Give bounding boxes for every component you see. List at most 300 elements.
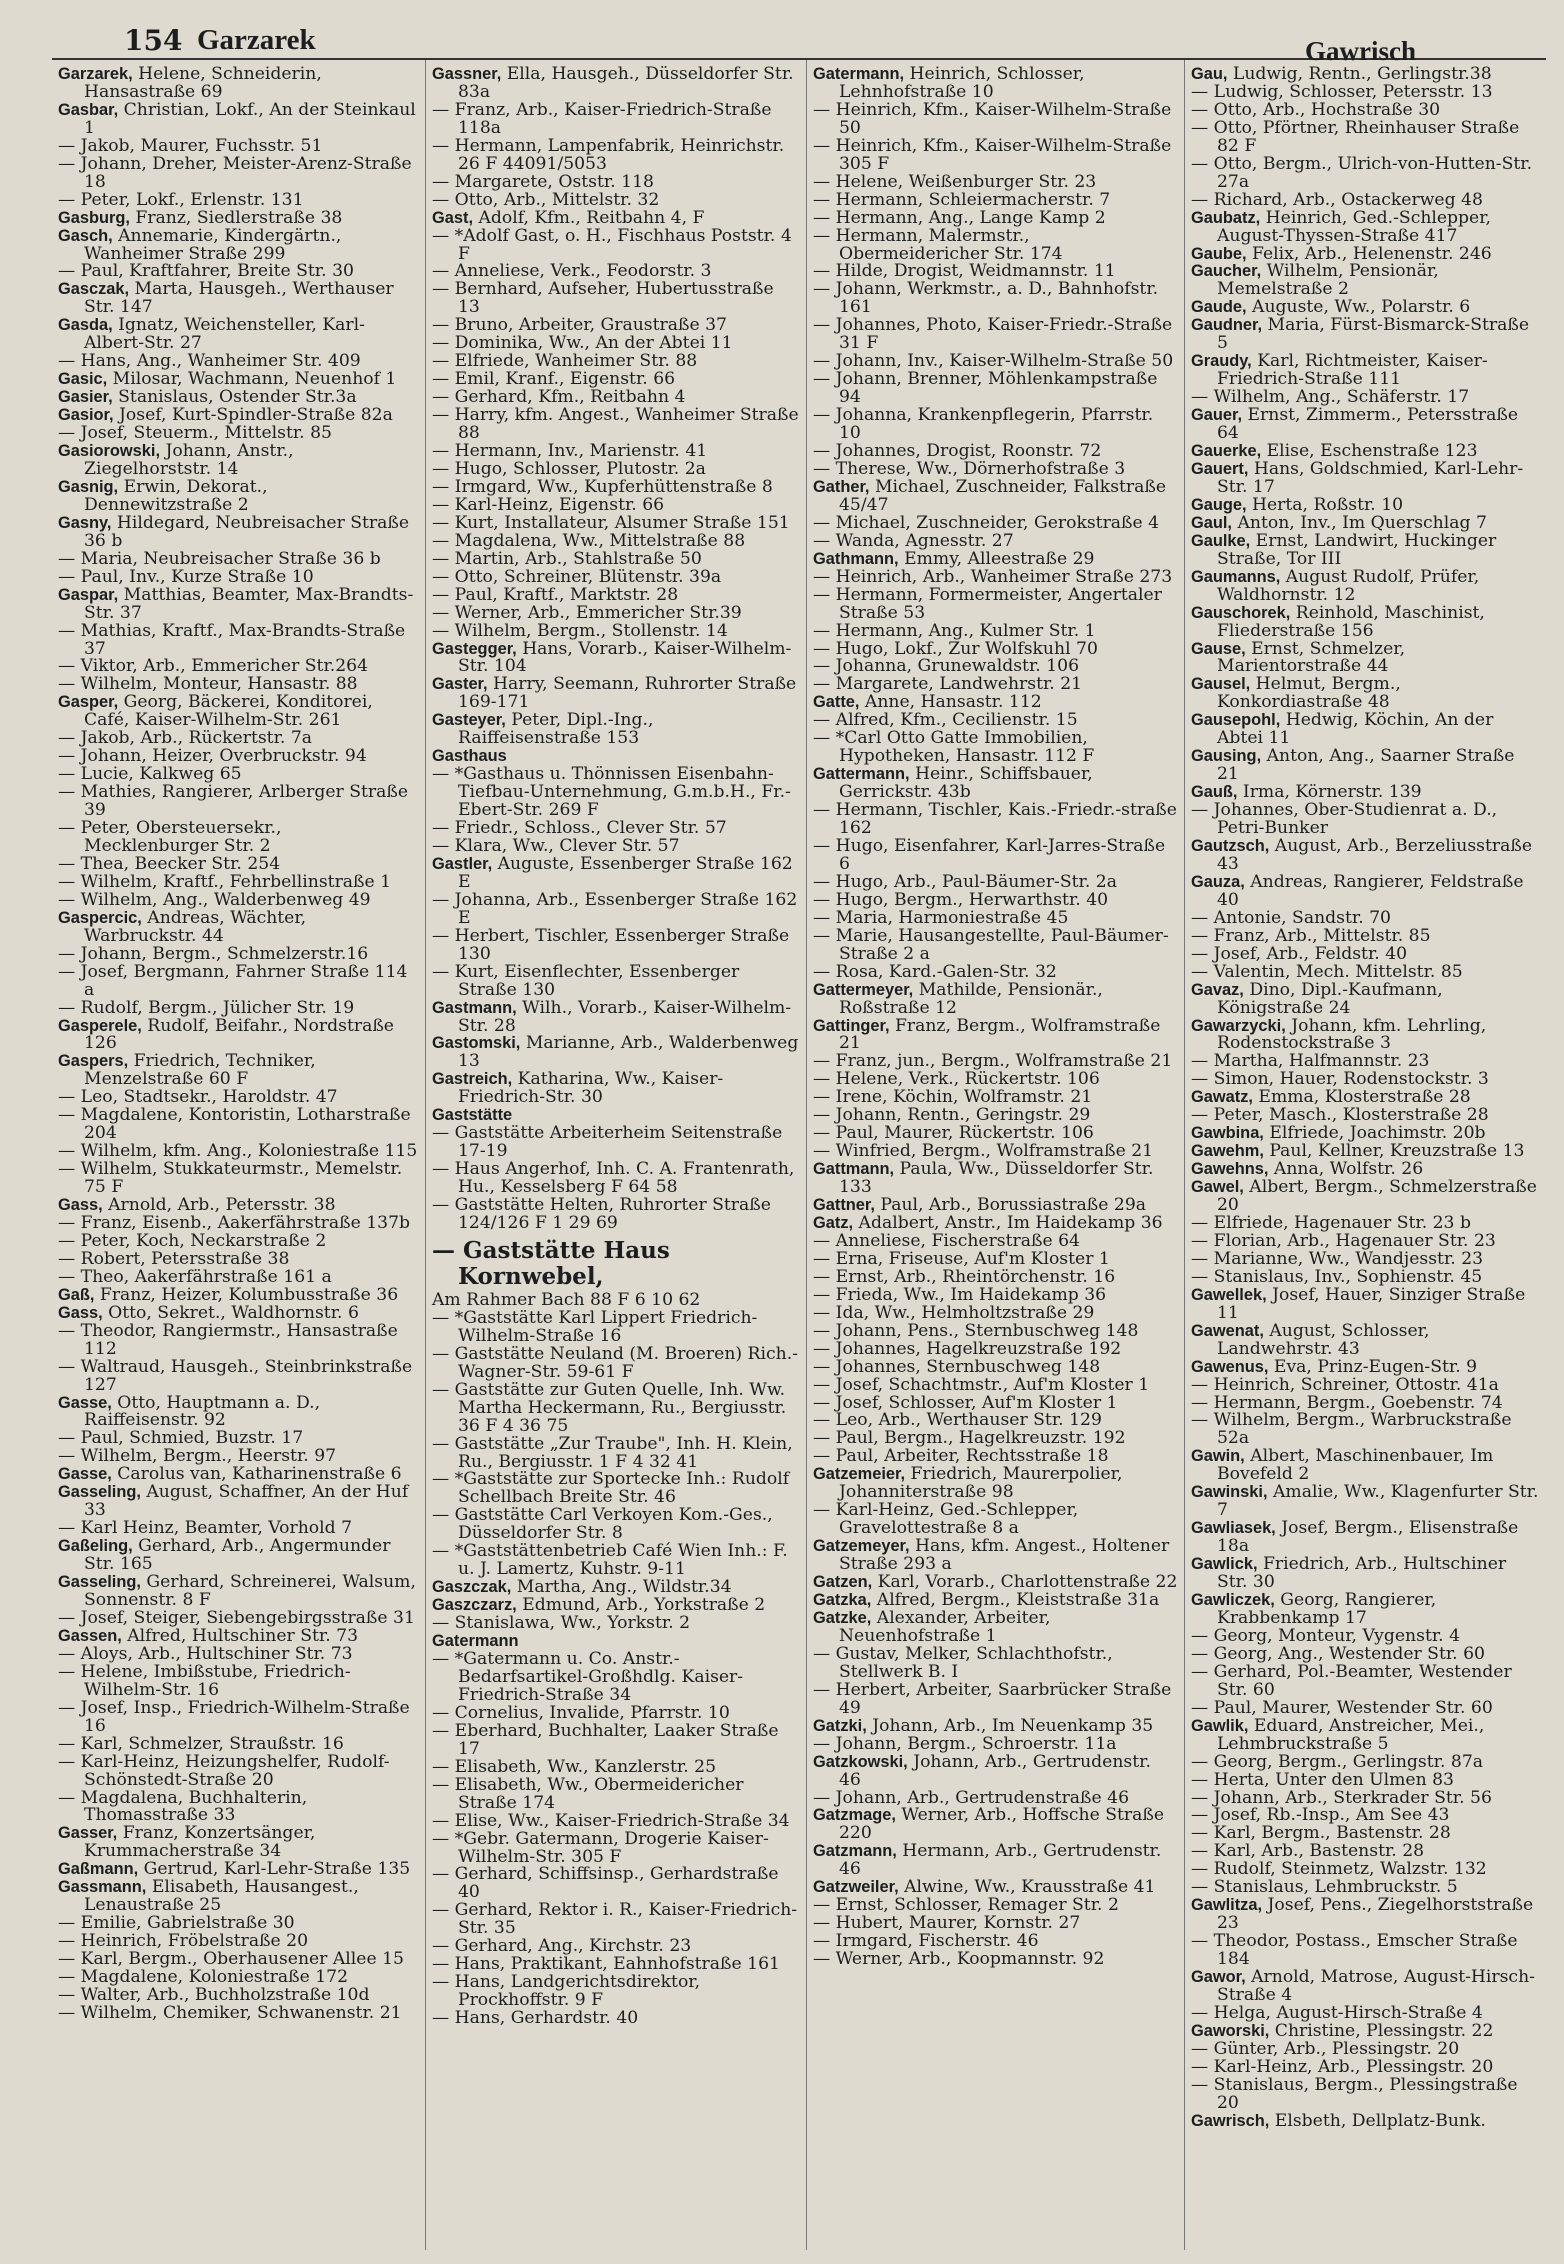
entry-details: — Karl, Bergm., Oberhausener Allee 15 <box>58 1949 404 1970</box>
entry-details: — Johann, Inv., Kaiser-Wilhelm-Straße 50 <box>813 351 1174 372</box>
entry-surname: Gaudner, <box>1191 316 1263 335</box>
entry-details: — Gaststätte zur Guten Quelle, Inh. Ww. Martha Heckermann, Ru., Bergiusstr. 36 F 4 36 75 <box>432 1379 787 1436</box>
directory-entry <box>58 961 419 1000</box>
directory-entry <box>432 225 800 264</box>
directory-entry <box>58 476 419 515</box>
entry-surname: Gatermann <box>432 1632 519 1651</box>
entry-details: Harry, Seemann, Ruhrorter Straße 169-171 <box>458 674 797 713</box>
entry-details: Heinr., Schiffsbauer, Gerrickstr. 43b <box>839 764 1093 803</box>
entry-details: — Otto, Arb., Hochstraße 30 <box>1191 99 1441 120</box>
entry-surname: Gausel, <box>1191 675 1251 694</box>
directory-entry <box>1191 1520 1540 1556</box>
entry-surname: Gauert, <box>1191 459 1249 478</box>
entry-details: — Maria, Neubreisacher Straße 36 b <box>58 548 381 569</box>
entry-details: Franz, Siedlerstraße 38 <box>129 207 343 228</box>
entry-details: Emma, Klosterstraße 28 <box>1252 1087 1471 1108</box>
entry-details: — *Gebr. Gatermann, Drogerie Kaiser-Wilhelm-Str. 305 F <box>432 1828 769 1867</box>
entry-details: — Anneliese, Fischerstraße 64 <box>813 1230 1080 1251</box>
entry-surname: Gawarzycki, <box>1191 1016 1286 1035</box>
directory-entry <box>432 1071 800 1107</box>
entry-surname: Gaworski, <box>1191 2021 1270 2040</box>
entry-surname: Gasier, <box>58 388 113 407</box>
directory-entry <box>58 1574 419 1610</box>
entry-surname: Gaspar, <box>58 585 119 604</box>
directory-entry <box>813 1502 1178 1538</box>
entry-details: Eduard, Anstreicher, Mei., Lehmbruckstraße 5 <box>1217 1715 1485 1754</box>
entry-details: — Ida, Ww., Helmholtzstraße 29 <box>813 1302 1095 1323</box>
directory-entry <box>813 979 1178 1018</box>
directory-entry <box>432 66 800 102</box>
entry-details: Martha, Ang., Wildstr.34 <box>511 1577 732 1598</box>
directory-entry <box>1191 1179 1540 1215</box>
entry-details: — Peter, Obersteuersekr., Mecklenburger Str. 2 <box>58 818 282 856</box>
directory-entry <box>58 2002 419 2023</box>
directory-entry <box>58 1879 419 1915</box>
entry-details: — Georg, Bergm., Gerlingstr. 87a <box>1191 1751 1484 1772</box>
entry-details: Johann, Arb., Gertrudenstr. 46 <box>839 1751 1151 1790</box>
entry-details: — Anneliese, Verk., Feodorstr. 3 <box>432 261 712 282</box>
entry-details: — Klara, Ww., Clever Str. 57 <box>432 835 680 856</box>
entry-details: Herta, Roßstr. 10 <box>1246 494 1404 515</box>
entry-details: Franz, Konzertsänger, Krummacherstraße 34 <box>84 1823 316 1862</box>
entry-details: Hildegard, Neubreisacher Straße 36 b <box>84 512 410 551</box>
business-heading: — Gaststätte Haus Kornwebel, <box>432 1236 670 1290</box>
entry-surname: Gaumanns, <box>1191 567 1281 586</box>
directory-entry <box>1191 458 1540 497</box>
directory-entry <box>432 853 800 892</box>
directory-entry <box>432 1343 800 1382</box>
entry-details: Johann, kfm. Lehrling, Rodenstockstraße 3 <box>1217 1015 1487 1054</box>
entry-details: — Hans, Praktikant, Eahnhofstraße 161 <box>432 1954 780 1975</box>
column-3 <box>807 60 1185 2250</box>
directory-entry <box>432 407 800 443</box>
entry-details: Edmund, Arb., Yorkstraße 2 <box>516 1595 766 1616</box>
entry-details: — Johann, Werkmstr., a. D., Bahnhofstr. 161 <box>813 279 1159 318</box>
entry-details: — Elfriede, Wanheimer Str. 88 <box>432 351 698 372</box>
entry-details: Georg, Bäckerei, Konditorei, Café, Kaiser-Wilhelm-Str. 261 <box>84 692 373 731</box>
directory-entry <box>58 317 419 353</box>
entry-details: Michael, Zuschneider, Falkstraße 45/47 <box>839 476 1167 515</box>
directory-entry <box>1191 407 1540 443</box>
entry-details: — Franz, jun., Bergm., Wolframstraße 21 <box>813 1051 1173 1072</box>
entry-surname: Gasser, <box>58 1824 118 1843</box>
page-header <box>52 10 1546 66</box>
entry-details: — Harry, kfm. Angest., Wanheimer Straße 88 <box>432 405 799 444</box>
entry-details: — Hugo, Lokf., Zur Wolfskuhl 70 <box>813 638 1098 659</box>
entry-details: — Aloys, Arb., Hultschiner Str. 73 <box>58 1643 353 1664</box>
entry-details: — Marianne, Ww., Wandjesstr. 23 <box>1191 1248 1484 1269</box>
entry-details: — Hilde, Drogist, Weidmannstr. 11 <box>813 261 1116 282</box>
entry-surname: Gawinski, <box>1191 1483 1268 1502</box>
entry-details: Karl, Vorarb., Charlottenstraße 22 <box>872 1572 1178 1593</box>
entry-details: Helene, Schneiderin, Hansastraße 69 <box>84 64 322 102</box>
entry-details: — Paul, Inv., Kurze Straße 10 <box>58 566 314 587</box>
entry-details: Ernst, Landwirt, Huckinger Straße, Tor III <box>1217 530 1497 569</box>
entry-surname: Gasnig, <box>58 477 119 496</box>
directory-entry <box>58 1015 419 1054</box>
entry-details: — Kurt, Installateur, Alsumer Straße 151 <box>432 512 790 533</box>
entry-details: — Hans, Landgerichtsdirektor, Prockhoffstr. 9 F <box>432 1972 701 2011</box>
directory-entry <box>58 784 419 820</box>
directory-entry <box>58 1538 419 1574</box>
entry-details: — Heinrich, Schreiner, Ottostr. 41a <box>1191 1374 1499 1395</box>
directory-entry <box>432 676 800 712</box>
directory-entry <box>432 99 800 138</box>
entry-surname: Gauge, <box>1191 495 1247 514</box>
entry-details: Wilh., Vorarb., Kaiser-Wilhelm-Str. 28 <box>458 997 792 1036</box>
directory-entry <box>1191 1412 1540 1448</box>
directory-entry <box>1191 871 1540 910</box>
entry-details: — Robert, Petersstraße 38 <box>58 1248 290 1269</box>
entry-surname: Gaßeling, <box>58 1537 133 1556</box>
entry-details: — Wilhelm, Bergm., Warbruckstraße 52a <box>1191 1410 1512 1449</box>
entry-surname: Gauß, <box>1191 783 1238 802</box>
entry-details: Hans, Vorarb., Kaiser-Wilhelm-Str. 104 <box>458 638 792 677</box>
entry-surname: Gasseling, <box>58 1483 141 1502</box>
entry-details: Auguste, Ww., Polarstr. 6 <box>1246 297 1471 318</box>
entry-details: Werner, Arb., Hoffsche Straße 220 <box>839 1805 1165 1844</box>
entry-surname: Gatzmann, <box>813 1842 897 1861</box>
directory-entry <box>813 1807 1178 1843</box>
entry-details: — Michael, Zuschneider, Gerokstraße 4 <box>813 512 1160 533</box>
entry-details: — Wilhelm, Kraftf., Fehrbellinstraße 1 <box>58 871 392 892</box>
entry-surname: Gattmann, <box>813 1160 895 1179</box>
entry-details: — Ernst, Arb., Rheintörchenstr. 16 <box>813 1266 1116 1287</box>
entry-details: — Theodor, Postass., Emscher Straße 184 <box>1191 1931 1518 1970</box>
directory-entry <box>432 1974 800 2010</box>
entry-details: — Franz, Arb., Kaiser-Friedrich-Straße 118a <box>432 99 772 138</box>
entry-details: — Hans, Gerhardstr. 40 <box>432 2008 639 2029</box>
entry-surname: Gaspers, <box>58 1052 129 1071</box>
directory-entry <box>1191 1448 1540 1484</box>
entry-surname: Gastmann, <box>432 998 517 1017</box>
entry-details: — Gaststätte Carl Verkoyen Kom.-Ges., Düsseldorfer Str. 8 <box>432 1505 773 1544</box>
entry-details: Rudolf, Beifahr., Nordstraße 126 <box>84 1015 394 1054</box>
directory-entry <box>432 1615 800 1633</box>
entry-details: Paul, Kellner, Kreuzstraße 13 <box>1263 1141 1525 1162</box>
entry-details: — Kurt, Eisenflechter, Essenberger Straße 130 <box>432 961 740 1000</box>
entry-details: — Johann, Arb., Gertrudenstraße 46 <box>813 1787 1130 1808</box>
entry-details: — Leo, Arb., Werthauser Str. 129 <box>813 1410 1102 1431</box>
entry-details: Friedrich, Techniker, Menzelstraße 60 F <box>84 1051 316 1090</box>
entry-surname: Gauza, <box>1191 872 1245 891</box>
entry-details: Otto, Hauptmann a. D., Raiffeisenstr. 92 <box>84 1392 321 1431</box>
entry-details: — Johannes, Drogist, Roonstr. 72 <box>813 441 1102 462</box>
entry-details: — Rudolf, Bergm., Jülicher Str. 19 <box>58 997 355 1018</box>
entry-surname: Gaul, <box>1191 513 1232 532</box>
entry-surname: Gatz, <box>813 1214 854 1232</box>
entry-surname: Gatzke, <box>813 1608 872 1627</box>
entry-details: — Stanislaus, Inv., Sophienstr. 45 <box>1191 1266 1483 1287</box>
entry-details: — Alfred, Kfm., Cecilienstr. 15 <box>813 710 1078 731</box>
entry-details: — Paul, Kraftfahrer, Breite Str. 30 <box>58 261 354 282</box>
entry-surname: Gasse, <box>58 1465 112 1484</box>
directory-entry <box>1191 2110 1540 2131</box>
directory-entry <box>58 443 419 479</box>
entry-details: — Gerhard, Pol.-Beamter, Westender Str. 60 <box>1191 1661 1512 1700</box>
directory-entry <box>58 153 419 192</box>
entry-details: Josef, Pens., Ziegelhorststraße 23 <box>1217 1895 1534 1934</box>
entry-details: — Josef, Rb.-Insp., Am See 43 <box>1191 1805 1450 1826</box>
directory-entry <box>813 1466 1178 1502</box>
column-2 <box>426 60 807 2250</box>
entry-details: — Georg, Ang., Westender Str. 60 <box>1191 1643 1485 1664</box>
entry-surname: Gawor, <box>1191 1968 1246 1987</box>
directory-entry <box>432 1902 800 1938</box>
directory-entry <box>1191 638 1540 677</box>
entry-surname: Gasthaus <box>432 747 507 766</box>
entry-details: — Gerhard, Rektor i. R., Kaiser-Friedrich-Str. 35 <box>432 1900 798 1939</box>
directory-entry <box>813 584 1178 623</box>
entry-details: — Stanislaus, Bergm., Plessingstraße 20 <box>1191 2074 1518 2113</box>
entry-details: Hans, kfm. Angest., Holtener Straße 293 a <box>839 1536 1170 1575</box>
entry-details: Adalbert, Anstr., Im Haidekamp 36 <box>853 1213 1163 1233</box>
directory-entry <box>1191 1715 1540 1754</box>
directory-entry <box>1191 263 1540 299</box>
entry-details: — Martha, Halfmannstr. 23 <box>1191 1051 1430 1072</box>
entry-details: — Johann, Dreher, Meister-Arenz-Straße 18 <box>58 153 412 192</box>
directory-entry <box>813 407 1178 443</box>
entry-surname: Gasny, <box>58 513 112 532</box>
entry-details: — Richard, Arb., Ostackerweg 48 <box>1191 189 1483 210</box>
entry-surname: Gass, <box>58 1196 103 1215</box>
directory-entry <box>1191 1484 1540 1520</box>
entry-details: — Johannes, Hagelkreuzstraße 192 <box>813 1338 1122 1359</box>
directory-entry <box>58 1356 419 1395</box>
entry-surname: Gawenat, <box>1191 1321 1264 1340</box>
directory-entry <box>58 1484 419 1520</box>
entry-surname: Gattermann, <box>813 765 910 784</box>
directory-entry <box>58 1751 419 1790</box>
directory-entry <box>813 1843 1178 1879</box>
directory-entry <box>813 802 1178 838</box>
entry-details: — Georg, Monteur, Vygenstr. 4 <box>1191 1625 1461 1646</box>
entry-details: Arnold, Arb., Petersstr. 38 <box>102 1195 336 1216</box>
entry-details: — Jakob, Arb., Rückertstr. 7a <box>58 728 313 749</box>
directory-entry <box>1191 353 1540 389</box>
entry-details: — Irmgard, Fischerstr. 46 <box>813 1931 1039 1952</box>
entry-surname: Gaszczak, <box>432 1578 512 1597</box>
entry-surname: Gaszczarz, <box>432 1596 517 1615</box>
directory-entry <box>58 907 419 946</box>
entry-surname: Gatzen, <box>813 1573 873 1592</box>
directory-entry <box>58 1787 419 1826</box>
directory-entry <box>432 1161 800 1197</box>
column-4 <box>1185 60 1546 2250</box>
entry-details: — Wilhelm, Monteur, Hansastr. 88 <box>58 674 358 695</box>
entry-details: — Magdalene, Koloniestraße 172 <box>58 1967 349 1988</box>
entry-surname: Gather, <box>813 477 870 496</box>
entry-details: — Peter, Koch, Neckarstraße 2 <box>58 1230 327 1251</box>
directory-entry <box>58 512 419 551</box>
entry-details: — Hans, Ang., Wanheimer Str. 409 <box>58 351 361 372</box>
entry-details: Heinrich, Ged.-Schlepper, August-Thyssen-Straße 417 <box>1217 207 1492 246</box>
entry-details: Reinhold, Maschinist, Fliederstraße 156 <box>1217 602 1485 641</box>
entry-surname: Gass, <box>58 1303 103 1322</box>
entry-details: — Hermann, Schleiermacherstr. 7 <box>813 189 1111 210</box>
entry-surname: Gawrisch, <box>1191 2111 1270 2130</box>
entry-details: — Paul, Schmied, Buzstr. 17 <box>58 1428 304 1449</box>
directory-entry <box>813 1607 1178 1646</box>
entry-details: Ludwig, Rentn., Gerlingstr.38 <box>1227 64 1492 84</box>
entry-surname: Gawliczek, <box>1191 1591 1275 1610</box>
entry-details: Anna, Wolfstr. 26 <box>1268 1159 1424 1180</box>
entry-details: Dino, Dipl.-Kaufmann, Königstraße 24 <box>1217 979 1443 1018</box>
entry-surname: Gaude, <box>1191 298 1247 317</box>
entry-details: — Wilhelm, kfm. Ang., Koloniestraße 115 <box>58 1141 418 1162</box>
entry-details: Josef, Hauer, Sinziger Straße 11 <box>1217 1284 1526 1323</box>
directory-entry <box>813 1679 1178 1718</box>
entry-details: Ignatz, Weichensteller, Karl-Albert-Str. 27 <box>84 315 365 354</box>
entry-details: Anne, Hansastr. 112 <box>859 692 1042 713</box>
entry-details: — Johanna, Krankenpflegerin, Pfarrstr. 10 <box>813 405 1154 444</box>
entry-details: August, Schlosser, Landwehrstr. 43 <box>1217 1320 1430 1359</box>
entry-details: August Rudolf, Prüfer, Waldhornstr. 12 <box>1217 566 1480 605</box>
entry-details: — Herbert, Tischler, Essenberger Straße 130 <box>432 925 790 964</box>
entry-details: Amalie, Ww., Klagenfurter Str. 7 <box>1217 1482 1539 1521</box>
entry-details: — Irmgard, Ww., Kupferhüttenstraße 8 <box>432 476 773 497</box>
entry-details: — *Adolf Gast, o. H., Fischhaus Poststr. 4 F <box>432 225 792 264</box>
directory-entry <box>1191 530 1540 569</box>
entry-details: — Elisabeth, Ww., Kanzlerstr. 25 <box>432 1756 717 1777</box>
directory-entry <box>1191 979 1540 1018</box>
entry-details: — Elisabeth, Ww., Obermeidericher Straße 174 <box>432 1774 744 1813</box>
entry-details: — Valentin, Mech. Mittelstr. 85 <box>1191 961 1463 982</box>
entry-details: — Hugo, Bergm., Herwarthstr. 40 <box>813 889 1109 910</box>
directory-entry <box>432 638 800 677</box>
entry-details: — Helene, Imbißstube, Friedrich-Wilhelm-Str. 16 <box>58 1661 351 1700</box>
entry-details: — Hermann, Inv., Marienstr. 41 <box>432 441 708 462</box>
entry-details: — Cornelius, Invalide, Pfarrstr. 10 <box>432 1702 730 1723</box>
entry-details: — Waltraud, Hausgeh., Steinbrinkstraße 127 <box>58 1356 413 1395</box>
directory-entry <box>1191 748 1540 784</box>
entry-details: — Lucie, Kalkweg 65 <box>58 764 242 785</box>
entry-details: — Heinrich, Kfm., Kaiser-Wilhelm-Straße 50 <box>813 99 1172 138</box>
entry-details: Alexander, Arbeiter, Neuenhofstraße 1 <box>839 1607 1051 1646</box>
entry-details: Felix, Arb., Helenenstr. 246 <box>1246 243 1492 264</box>
entry-surname: Gawehm, <box>1191 1142 1264 1161</box>
entry-details: — Simon, Hauer, Rodenstockstr. 3 <box>1191 1069 1489 1090</box>
directory-entry <box>1191 2074 1540 2113</box>
entry-details: Albert, Bergm., Schmelzerstraße 20 <box>1217 1177 1537 1216</box>
entry-details: Paula, Ww., Düsseldorfer Str. 133 <box>839 1159 1154 1198</box>
directory-entry <box>1191 566 1540 605</box>
entry-surname: Gatzmage, <box>813 1806 896 1825</box>
entry-details: Eva, Prinz-Eugen-Str. 9 <box>1268 1356 1478 1377</box>
directory-entry <box>58 820 419 856</box>
entry-details: Hedwig, Köchin, An der Abtei 11 <box>1217 710 1494 749</box>
entry-details: — Elise, Ww., Kaiser-Friedrich-Straße 34 <box>432 1810 790 1831</box>
entry-details: — Otto, Schreiner, Blütenstr. 39a <box>432 566 722 587</box>
entry-surname: Gaß, <box>58 1285 95 1304</box>
entry-surname: Gasseling, <box>58 1573 141 1592</box>
entry-details: Hermann, Arb., Gertrudenstr. 46 <box>839 1841 1162 1880</box>
entry-details: Irma, Körnerstr. 139 <box>1237 782 1422 803</box>
entry-details: Ernst, Zimmerm., Petersstraße 64 <box>1217 405 1519 444</box>
entry-details: — Erna, Friseuse, Auf'm Kloster 1 <box>813 1248 1110 1269</box>
entry-details: — Johann, Bergm., Schmelzerstr.16 <box>58 943 369 964</box>
entry-details: — Wilhelm, Bergm., Heerstr. 97 <box>58 1446 337 1467</box>
entry-surname: Gawlick, <box>1191 1555 1258 1574</box>
directory-entry <box>58 281 419 317</box>
entry-details: Alwine, Ww., Krausstraße 41 <box>898 1877 1156 1898</box>
entry-details: Andreas, Wächter, Warbruckstr. 44 <box>84 907 307 946</box>
directory-entry <box>813 317 1178 353</box>
entry-details: — Josef, Schachtmstr., Auf'm Kloster 1 <box>813 1374 1150 1395</box>
entry-details: Heinrich, Schlosser, Lehnhofstraße 10 <box>839 64 1085 102</box>
entry-details: — Marie, Hausangestellte, Paul-Bäumer-Straße 2 a <box>813 925 1169 964</box>
entry-details: — Paul, Arbeiter, Rechtsstraße 18 <box>813 1446 1109 1467</box>
entry-details: — Peter, Masch., Klosterstraße 28 <box>1191 1105 1489 1126</box>
directory-entry <box>813 476 1178 515</box>
entry-details: — Josef, Steiger, Siebengebirgsstraße 31 <box>58 1607 415 1628</box>
entry-details: — Martin, Arb., Stahlstraße 50 <box>432 548 702 569</box>
entry-details: Elisabeth, Hausangest., Lenaustraße 25 <box>84 1877 359 1916</box>
entry-details: Paul, Arb., Borussiastraße 29a <box>874 1195 1147 1216</box>
entry-details: — Wilhelm, Ang., Schäferstr. 17 <box>1191 387 1470 408</box>
entry-details: — Eberhard, Buchhalter, Laaker Straße 17 <box>432 1720 779 1759</box>
entry-details: Christine, Plessingstr. 22 <box>1269 2020 1494 2041</box>
directory-entry <box>58 225 419 264</box>
entry-surname: Gawellek, <box>1191 1285 1267 1304</box>
entry-details: Peter, Dipl.-Ing., Raiffeisenstraße 153 <box>458 710 654 749</box>
entry-details: — Gaststätte Neuland (M. Broeren) Rich.-Wagner-Str. 59-61 F <box>432 1343 798 1382</box>
directory-entry <box>813 1538 1178 1574</box>
entry-details: Josef, Kurt-Spindler-Straße 82a <box>113 405 393 426</box>
entry-details: — *Carl Otto Gatte Immobilien, Hypotheken, Hansastr. 112 F <box>813 728 1095 767</box>
entry-details: — Emil, Kranf., Eigenstr. 66 <box>432 369 676 390</box>
entry-surname: Gasda, <box>58 316 113 335</box>
entry-details: — Helene, Verk., Rückertstr. 106 <box>813 1069 1100 1090</box>
directory-entry <box>58 1320 419 1359</box>
directory-entry <box>1191 835 1540 874</box>
directory-entry <box>432 1125 800 1161</box>
entry-surname: Gaspercic, <box>58 908 142 927</box>
entry-details: Mathilde, Pensionär., Roßstraße 12 <box>839 979 1103 1018</box>
entry-surname: Gassner, <box>432 65 502 83</box>
entry-details: Am Rahmer Bach 88 F 6 10 62 <box>432 1289 701 1310</box>
entry-surname: Gastler, <box>432 854 493 873</box>
directory-entry <box>813 730 1178 766</box>
entry-details: — Margarete, Oststr. 118 <box>432 171 654 192</box>
entry-details: — Walter, Arb., Buchholzstraße 10d <box>58 1984 370 2005</box>
entry-details: Josef, Bergm., Elisenstraße 18a <box>1217 1518 1519 1557</box>
directory-entry <box>58 99 419 138</box>
directory-entry <box>1191 117 1540 156</box>
directory-entry <box>1191 1284 1540 1323</box>
entry-surname: Gawbina, <box>1191 1124 1264 1143</box>
entry-details: Georg, Rangierer, Krabbenkamp 17 <box>1217 1590 1437 1628</box>
entry-details: Anton, Ang., Saarner Straße 21 <box>1217 746 1515 785</box>
directory-entry <box>58 694 419 730</box>
entry-details: — Johann, Pens., Sternbuschweg 148 <box>813 1320 1139 1341</box>
entry-surname: Gatzemeier, <box>813 1465 906 1484</box>
entry-details: — Johannes, Photo, Kaiser-Friedr.-Straße 31 F <box>813 315 1173 354</box>
entry-details: — Heinrich, Fröbelstraße 20 <box>58 1931 309 1952</box>
entry-details: — Wanda, Agnesstr. 27 <box>813 530 1014 551</box>
entry-details: Wilhelm, Pensionär, Memelstraße 2 <box>1217 261 1439 300</box>
entry-details: Anton, Inv., Im Querschlag 7 <box>1232 512 1487 533</box>
entry-details: — Wilhelm, Bergm., Stollenstr. 14 <box>432 620 728 641</box>
entry-details: — Paul, Kraftf., Marktstr. 28 <box>432 584 679 605</box>
entry-details: — Wilhelm, Chemiker, Schwanenstr. 21 <box>58 2002 402 2023</box>
entry-details: — Hermann, Tischler, Kais.-Friedr.-straße 162 <box>813 800 1177 839</box>
entry-details: — Johann, Heizer, Overbruckstr. 94 <box>58 746 367 767</box>
entry-details: — Maria, Harmoniestraße 45 <box>813 907 1069 928</box>
entry-details: — Antonie, Sandstr. 70 <box>1191 907 1391 928</box>
directory-entry <box>58 620 419 659</box>
directory-entry <box>58 1053 419 1089</box>
